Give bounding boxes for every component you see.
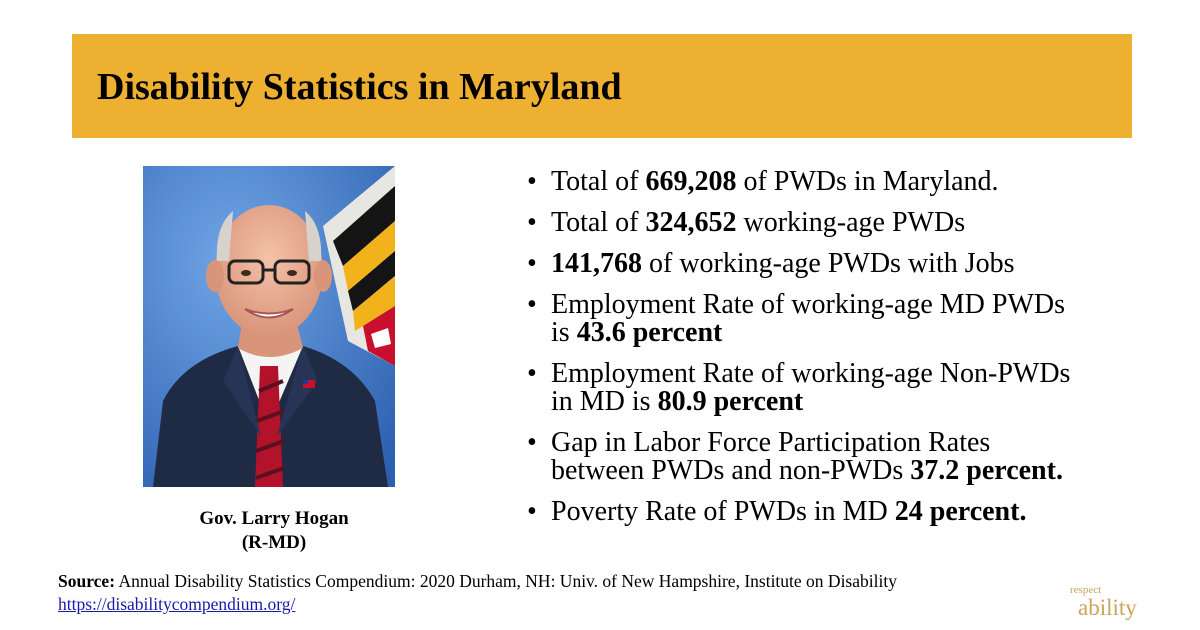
list-item: • Poverty Rate of PWDs in MD 24 percent. <box>527 498 1087 526</box>
source-text: Annual Disability Statistics Compendium: 2020 Durham, NH: Univ. of New Hampshire, Institute on Disability <box>115 571 897 591</box>
page-title: Disability Statistics in Maryland <box>97 66 622 108</box>
list-item: • Gap in Labor Force Participation Rates between PWDs and non-PWDs 37.2 percent. <box>527 429 1087 485</box>
list-item: • Employment Rate of working-age Non-PWDs in MD is 80.9 percent <box>527 360 1087 416</box>
caption-name: Gov. Larry Hogan <box>199 508 349 529</box>
logo-top-text: respect <box>1070 584 1102 596</box>
logo-bottom-text: ability <box>1078 595 1137 620</box>
source-citation <box>58 570 897 616</box>
list-item: • Employment Rate of working-age MD PWDs is 43.6 percent <box>527 291 1087 347</box>
source-label: Source: <box>58 571 116 591</box>
photo-caption <box>143 507 405 555</box>
statistics-list <box>527 168 1087 539</box>
caption-party: (R-MD) <box>241 532 307 553</box>
list-item: • Total of 324,652 working-age PWDs <box>527 209 1087 237</box>
governor-photo <box>143 166 395 487</box>
title-banner <box>72 34 1132 138</box>
list-item: • 141,768 of working-age PWDs with Jobs <box>527 250 1087 278</box>
source-link[interactable]: https://disabilitycompendium.org/ <box>58 594 296 614</box>
list-item: • Total of 669,208 of PWDs in Maryland. <box>527 168 1087 196</box>
